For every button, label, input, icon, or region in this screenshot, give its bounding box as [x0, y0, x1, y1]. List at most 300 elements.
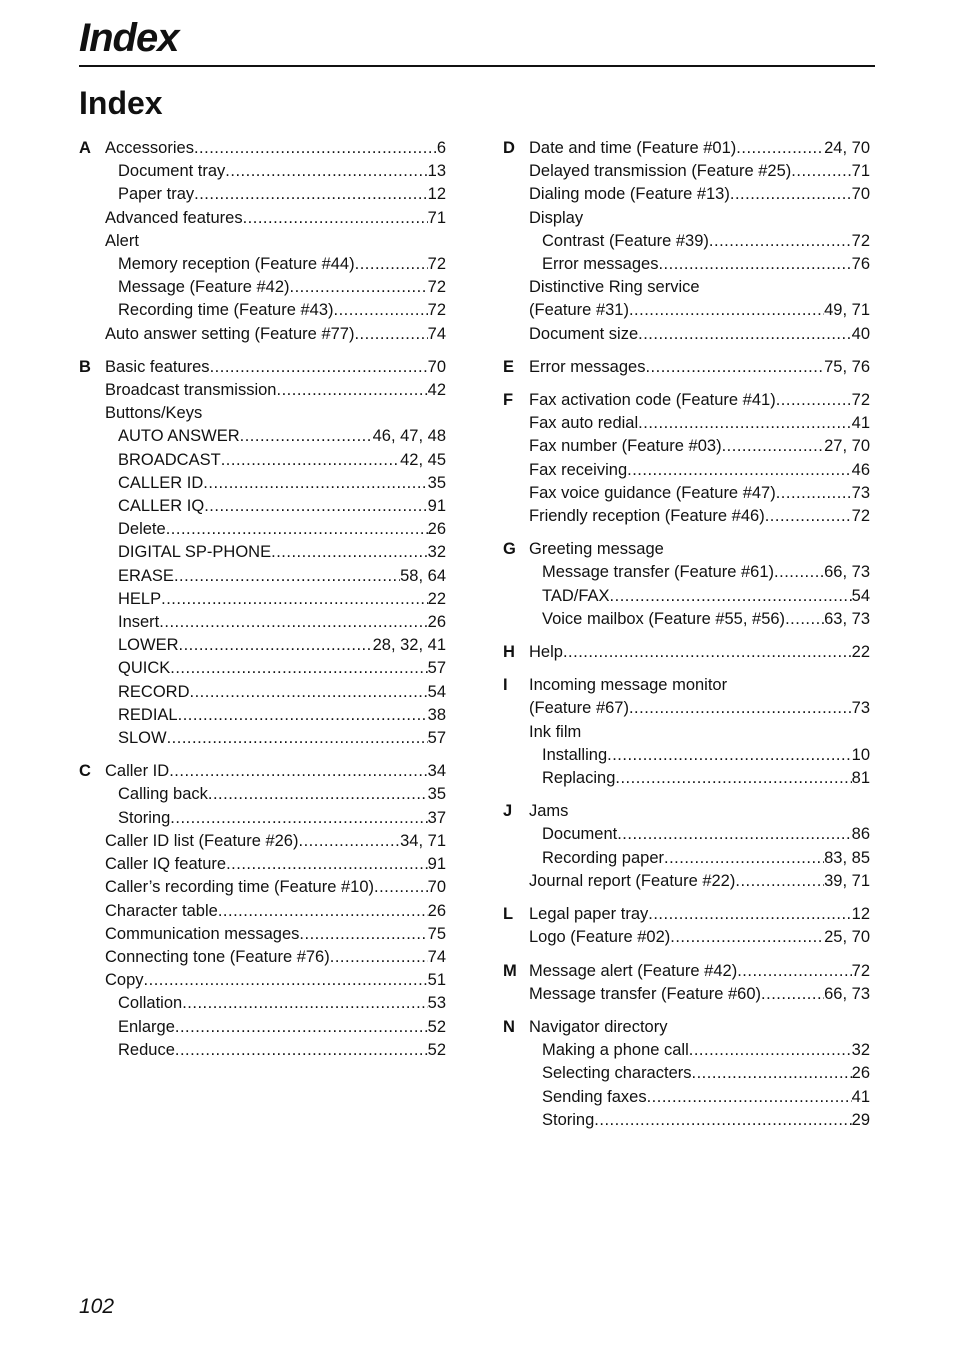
- index-entry: [105, 230, 446, 253]
- dot-leader: [169, 760, 427, 783]
- index-section: [503, 641, 870, 664]
- dot-leader: [208, 783, 428, 806]
- index-section: [503, 674, 870, 790]
- entry-page: 91: [427, 855, 446, 874]
- index-entry: [529, 926, 870, 949]
- entry-page: 29: [851, 1110, 870, 1129]
- index-entry: [529, 800, 870, 823]
- entry-page: 37: [427, 808, 446, 827]
- entry-page: 74: [427, 947, 446, 966]
- dot-leader: [190, 681, 428, 704]
- entry-label: Calling back: [118, 785, 208, 804]
- entry-label: Buttons/Keys: [105, 404, 203, 423]
- entry-label: Jams: [529, 802, 569, 821]
- section-letter: E: [503, 357, 515, 376]
- entry-page: 35: [427, 473, 446, 492]
- entry-page: 72: [851, 391, 870, 410]
- dot-leader: [218, 900, 428, 923]
- index-subentry: [529, 823, 870, 846]
- entry-label: Paper tray: [118, 185, 195, 204]
- section-entries: [529, 137, 870, 346]
- index-entry: [529, 323, 870, 346]
- entry-page: 27, 70: [824, 437, 870, 456]
- index-section: [79, 137, 446, 346]
- index-subentry: [529, 585, 870, 608]
- dot-leader: [175, 1016, 428, 1039]
- dot-leader: [178, 704, 428, 727]
- entry-label: Logo (Feature #02): [529, 928, 671, 947]
- entry-page: 73: [851, 699, 870, 718]
- section-letter: B: [79, 357, 91, 376]
- dot-leader: [791, 160, 851, 183]
- entry-page: 75: [427, 924, 446, 943]
- index-entry: [529, 356, 870, 379]
- dot-leader: [355, 253, 428, 276]
- entry-page: 32: [851, 1041, 870, 1060]
- entry-label: Ink film: [529, 722, 582, 741]
- index-subentry: [529, 1039, 870, 1062]
- index-entry: [529, 674, 870, 697]
- entry-label: Contrast (Feature #39): [542, 231, 709, 250]
- index-subentry: [105, 588, 446, 611]
- entry-label: Legal paper tray: [529, 905, 649, 924]
- entry-page: 76: [851, 255, 870, 274]
- index-subentry: [105, 472, 446, 495]
- entry-label: Storing: [542, 1110, 595, 1129]
- entry-page: 12: [427, 185, 446, 204]
- entry-page: 72: [851, 961, 870, 980]
- section-entries: [529, 1016, 870, 1132]
- entry-page: 86: [851, 825, 870, 844]
- entry-page: 72: [427, 278, 446, 297]
- entry-page: 40: [851, 324, 870, 343]
- index-section: [79, 760, 446, 1062]
- index-subentry: [105, 449, 446, 472]
- section-letter: N: [503, 1017, 515, 1036]
- index-entry: [105, 137, 446, 160]
- dot-leader: [658, 253, 851, 276]
- entry-label: LOWER: [118, 636, 179, 655]
- entry-page: 34: [427, 762, 446, 781]
- index-subentry: [529, 767, 870, 790]
- index-column-right: [503, 137, 870, 1142]
- section-entries: [529, 538, 870, 631]
- entry-page: 34, 71: [400, 831, 446, 850]
- dot-leader: [774, 561, 824, 584]
- index-entry: [105, 969, 446, 992]
- index-subentry: [529, 1062, 870, 1085]
- entry-label: Document: [542, 825, 618, 844]
- index-subentry: [105, 495, 446, 518]
- index-entry: [529, 389, 870, 412]
- dot-leader: [638, 412, 851, 435]
- entry-label: AUTO ANSWER: [118, 427, 240, 446]
- dot-leader: [299, 923, 427, 946]
- dot-leader: [594, 1109, 851, 1132]
- entry-page: 66, 73: [824, 984, 870, 1003]
- entry-label: Character table: [105, 901, 218, 920]
- section-letter: J: [503, 802, 513, 821]
- entry-label: Fax auto redial: [529, 414, 639, 433]
- section-entries: [529, 356, 870, 379]
- index-subentry: [105, 783, 446, 806]
- entry-page: 25, 70: [824, 928, 870, 947]
- dot-leader: [765, 505, 852, 528]
- entry-label: Sending faxes: [542, 1087, 647, 1106]
- entry-label: Basic features: [105, 357, 210, 376]
- entry-label: Caller ID list (Feature #26): [105, 831, 299, 850]
- dot-leader: [648, 903, 851, 926]
- entry-label: Enlarge: [118, 1017, 175, 1036]
- entry-page: 28, 32, 41: [372, 636, 446, 655]
- entry-label: CALLER IQ: [118, 497, 205, 516]
- entry-label: Accessories: [105, 139, 194, 157]
- index-entry: [105, 830, 446, 853]
- dot-leader: [166, 518, 428, 541]
- entry-label: Caller ID: [105, 762, 170, 781]
- index-column-left: [79, 137, 446, 1072]
- dot-leader: [175, 1039, 428, 1062]
- entry-label: Insert: [118, 613, 160, 632]
- entry-page: 26: [427, 613, 446, 632]
- entry-page: 66, 73: [824, 563, 870, 582]
- dot-leader: [159, 611, 427, 634]
- entry-page: 26: [427, 901, 446, 920]
- entry-page: 70: [427, 357, 446, 376]
- dot-leader: [334, 299, 428, 322]
- entry-label: Date and time (Feature #01): [529, 139, 737, 157]
- dot-leader: [610, 585, 852, 608]
- entry-page: 91: [427, 497, 446, 516]
- index-subentry: [105, 611, 446, 634]
- dot-leader: [776, 389, 852, 412]
- entry-label: Communication messages: [105, 924, 300, 943]
- entry-page: 54: [427, 682, 446, 701]
- entry-label: Alert: [105, 231, 139, 250]
- section-entries: [529, 903, 870, 949]
- index-entry: [105, 946, 446, 969]
- index-subentry: [105, 704, 446, 727]
- index-entry: [529, 983, 870, 1006]
- dot-leader: [167, 727, 428, 750]
- index-entry: [529, 276, 870, 299]
- index-section: [503, 1016, 870, 1132]
- entry-page: 22: [427, 589, 446, 608]
- index-entry: [105, 323, 446, 346]
- entry-page: 54: [851, 586, 870, 605]
- index-subentry: [105, 807, 446, 830]
- index-entry: [105, 207, 446, 230]
- entry-label: Copy: [105, 971, 144, 990]
- entry-label: (Feature #31): [529, 301, 629, 320]
- header-title: Index: [79, 16, 179, 60]
- index-entry: [529, 1016, 870, 1039]
- index-subentry: [105, 1016, 446, 1039]
- entry-page: 10: [851, 745, 870, 764]
- entry-label: Message transfer (Feature #60): [529, 984, 762, 1003]
- dot-leader: [298, 830, 400, 853]
- index-entry: [105, 900, 446, 923]
- index-subentry: [529, 847, 870, 870]
- entry-label: HELP: [118, 589, 162, 608]
- entry-page: 73: [851, 483, 870, 502]
- section-entries: [529, 641, 870, 664]
- entry-label: Friendly reception (Feature #46): [529, 507, 765, 526]
- entry-label: Journal report (Feature #22): [529, 871, 736, 890]
- dot-leader: [629, 697, 852, 720]
- entry-page: 71: [427, 208, 446, 227]
- index-entry: [529, 538, 870, 561]
- entry-label: Collation: [118, 994, 183, 1013]
- entry-label: Document size: [529, 324, 639, 343]
- dot-leader: [225, 160, 427, 183]
- entry-label: Making a phone call: [542, 1041, 689, 1060]
- entry-page: 49, 71: [824, 301, 870, 320]
- dot-leader: [271, 541, 428, 564]
- entry-label: Reduce: [118, 1040, 175, 1059]
- entry-page: 81: [851, 769, 870, 788]
- index-entry: [105, 379, 446, 402]
- index-section: [503, 538, 870, 631]
- dot-leader: [647, 1086, 852, 1109]
- index-subentry: [105, 425, 446, 448]
- dot-leader: [627, 459, 852, 482]
- section-entries: [529, 960, 870, 1006]
- dot-leader: [179, 634, 373, 657]
- entry-label: Fax voice guidance (Feature #47): [529, 483, 776, 502]
- index-entry: [529, 412, 870, 435]
- entry-label: Memory reception (Feature #44): [118, 255, 355, 274]
- entry-page: 83, 85: [824, 848, 870, 867]
- section-letter: L: [503, 905, 514, 924]
- entry-label: QUICK: [118, 659, 171, 678]
- dot-leader: [615, 767, 851, 790]
- entry-page: 46, 47, 48: [372, 427, 446, 446]
- entry-page: 52: [427, 1040, 446, 1059]
- entry-page: 39, 71: [824, 871, 870, 890]
- header-rule: [79, 65, 875, 67]
- section-entries: [105, 356, 446, 750]
- section-letter: A: [79, 139, 91, 157]
- dot-leader: [170, 807, 427, 830]
- entry-label: TAD/FAX: [542, 586, 610, 605]
- index-subentry: [529, 253, 870, 276]
- entry-page: 35: [427, 785, 446, 804]
- entry-page: 41: [851, 1087, 870, 1106]
- index-entry: [529, 207, 870, 230]
- dot-leader: [736, 137, 824, 160]
- entry-label: Recording paper: [542, 848, 664, 867]
- dot-leader: [170, 657, 427, 680]
- entry-page: 32: [427, 543, 446, 562]
- entry-label: Storing: [118, 808, 171, 827]
- entry-label: Document tray: [118, 162, 226, 181]
- entry-page: 6: [436, 139, 446, 157]
- dot-leader: [709, 230, 852, 253]
- entry-label: Fax number (Feature #03): [529, 437, 722, 456]
- entry-page: 24, 70: [824, 139, 870, 157]
- dot-leader: [243, 207, 428, 230]
- section-entries: [529, 800, 870, 893]
- index-entry: [529, 137, 870, 160]
- index-subentry: [105, 276, 446, 299]
- entry-label: Error messages: [542, 255, 659, 274]
- entry-page: 42, 45: [400, 450, 446, 469]
- entry-page: 51: [427, 971, 446, 990]
- entry-label: RECORD: [118, 682, 190, 701]
- index-subentry: [529, 608, 870, 631]
- index-entry: [529, 721, 870, 744]
- index-subentry: [105, 681, 446, 704]
- entry-page: 74: [427, 324, 446, 343]
- entry-label: CALLER ID: [118, 473, 204, 492]
- entry-label: Message alert (Feature #42): [529, 961, 738, 980]
- dot-leader: [607, 744, 852, 767]
- index-entry: [105, 923, 446, 946]
- dot-leader: [761, 983, 824, 1006]
- index-subentry: [105, 992, 446, 1015]
- entry-label: Auto answer setting (Feature #77): [105, 324, 355, 343]
- index-section: [503, 137, 870, 346]
- entry-label: Caller IQ feature: [105, 855, 227, 874]
- dot-leader: [194, 137, 437, 160]
- dot-leader: [737, 960, 851, 983]
- entry-page: 42: [427, 381, 446, 400]
- dot-leader: [226, 853, 428, 876]
- entry-page: 52: [427, 1017, 446, 1036]
- index-subentry: [105, 253, 446, 276]
- entry-label: Message (Feature #42): [118, 278, 290, 297]
- page-number: 102: [79, 1295, 115, 1318]
- dot-leader: [354, 323, 427, 346]
- section-letter: M: [503, 961, 517, 980]
- entry-label: BROADCAST: [118, 450, 221, 469]
- index-entry: [105, 876, 446, 899]
- index-entry: [529, 870, 870, 893]
- index-subentry: [105, 541, 446, 564]
- entry-label: Installing: [542, 745, 608, 764]
- entry-label: Navigator directory: [529, 1017, 668, 1036]
- index-section: [503, 389, 870, 528]
- section-letter: C: [79, 762, 91, 781]
- dot-leader: [330, 946, 428, 969]
- entry-label: (Feature #67): [529, 699, 629, 718]
- dot-leader: [722, 435, 825, 458]
- dot-leader: [194, 183, 428, 206]
- index-subentry: [529, 230, 870, 253]
- index-entry: [105, 853, 446, 876]
- section-entries: [529, 389, 870, 528]
- entry-page: 46: [851, 460, 870, 479]
- dot-leader: [161, 588, 428, 611]
- entry-page: 63, 73: [824, 609, 870, 628]
- entry-page: 38: [427, 705, 446, 724]
- entry-page: 57: [427, 659, 446, 678]
- page-title: Index: [79, 85, 163, 121]
- dot-leader: [664, 847, 824, 870]
- entry-label: Advanced features: [105, 208, 243, 227]
- entry-page: 41: [851, 414, 870, 433]
- index-entry: [529, 459, 870, 482]
- dot-leader: [144, 969, 428, 992]
- index-section: [503, 960, 870, 1006]
- index-subentry: [105, 657, 446, 680]
- index-subentry: [529, 1109, 870, 1132]
- entry-label: DIGITAL SP-PHONE: [118, 543, 272, 562]
- index-entry: [529, 960, 870, 983]
- index-entry: [105, 356, 446, 379]
- section-entries: [105, 137, 446, 346]
- entry-page: 22: [851, 643, 870, 662]
- dot-leader: [290, 276, 428, 299]
- entry-page: 71: [851, 162, 870, 181]
- dot-leader: [204, 495, 427, 518]
- dot-leader: [629, 299, 824, 322]
- entry-label: Delayed transmission (Feature #25): [529, 162, 792, 181]
- entry-page: 72: [427, 301, 446, 320]
- entry-page: 12: [851, 905, 870, 924]
- index-subentry: [105, 299, 446, 322]
- index-subentry: [529, 1086, 870, 1109]
- index-entry: [529, 903, 870, 926]
- dot-leader: [277, 379, 428, 402]
- index-section: [503, 356, 870, 379]
- dot-leader: [692, 1062, 852, 1085]
- index-entry: [529, 641, 870, 664]
- entry-page: 72: [427, 255, 446, 274]
- index-entry: [105, 760, 446, 783]
- section-entries: [529, 674, 870, 790]
- index-entry: [105, 402, 446, 425]
- entry-label: Selecting characters: [542, 1064, 692, 1083]
- entry-label: SLOW: [118, 729, 167, 748]
- entry-label: Message transfer (Feature #61): [542, 563, 775, 582]
- index-entry: [529, 697, 870, 720]
- dot-leader: [776, 482, 852, 505]
- entry-page: 53: [427, 994, 446, 1013]
- dot-leader: [645, 356, 824, 379]
- dot-leader: [210, 356, 428, 379]
- entry-page: 72: [851, 507, 870, 526]
- index-entry: [529, 299, 870, 322]
- entry-label: Broadcast transmission: [105, 381, 277, 400]
- entry-page: 26: [427, 520, 446, 539]
- dot-leader: [374, 876, 428, 899]
- index-subentry: [105, 183, 446, 206]
- entry-label: Recording time (Feature #43): [118, 301, 334, 320]
- section-letter: I: [503, 676, 508, 695]
- index-entry: [529, 183, 870, 206]
- entry-label: Fax activation code (Feature #41): [529, 391, 776, 410]
- dot-leader: [617, 823, 851, 846]
- section-entries: [105, 760, 446, 1062]
- dot-leader: [182, 992, 427, 1015]
- index-entry: [529, 505, 870, 528]
- index-subentry: [105, 160, 446, 183]
- entry-page: 70: [851, 185, 870, 204]
- entry-page: 58, 64: [400, 566, 446, 585]
- dot-leader: [730, 183, 852, 206]
- entry-page: 75, 76: [824, 357, 870, 376]
- index-subentry: [105, 727, 446, 750]
- section-letter: G: [503, 540, 516, 559]
- dot-leader: [785, 608, 824, 631]
- index-entry: [529, 160, 870, 183]
- index-section: [503, 903, 870, 949]
- entry-label: Fax receiving: [529, 460, 628, 479]
- entry-page: 26: [851, 1064, 870, 1083]
- dot-leader: [638, 323, 852, 346]
